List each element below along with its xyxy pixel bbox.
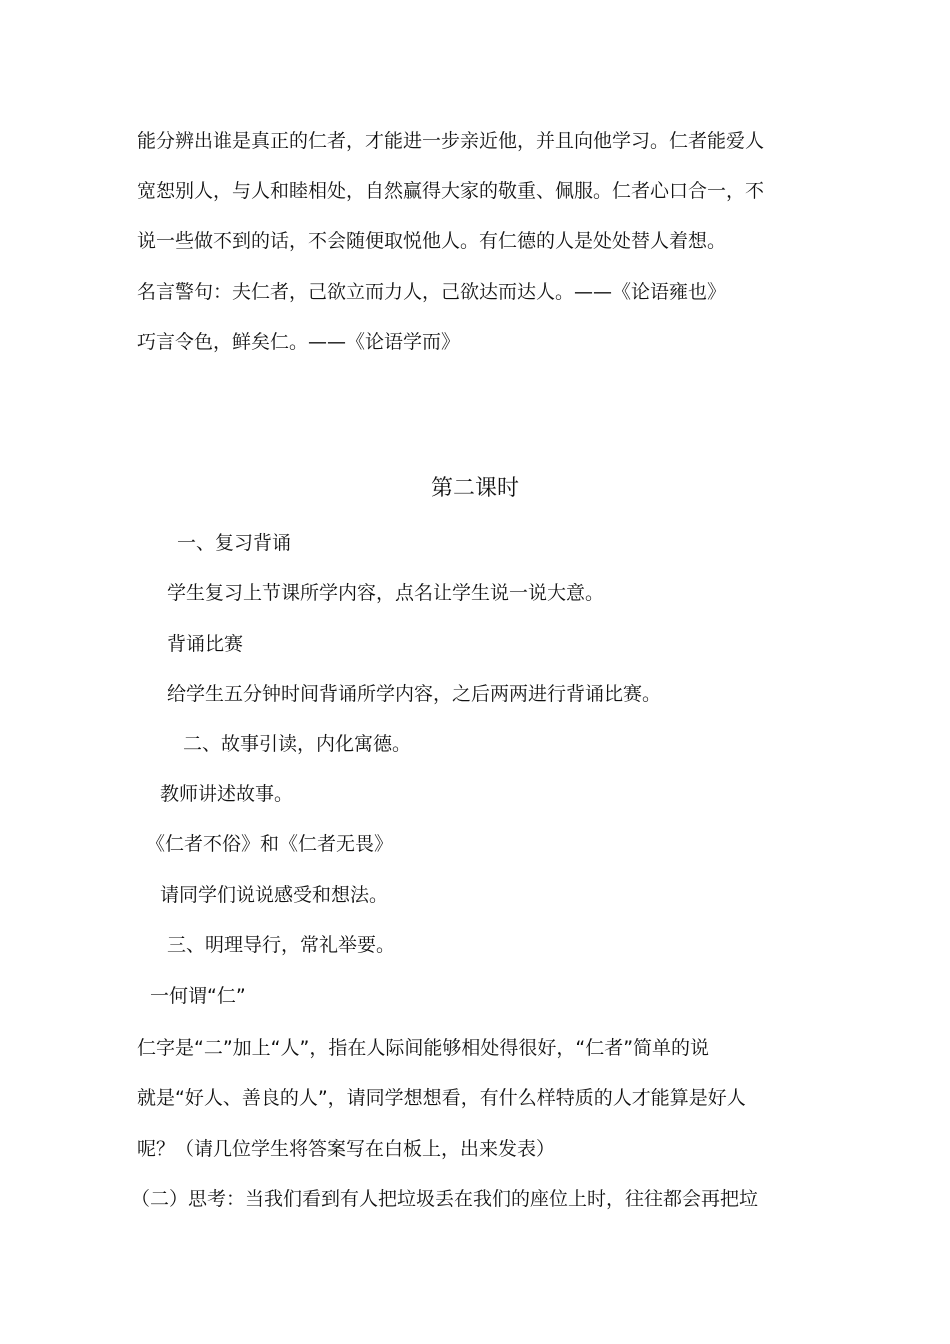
section-title: 第二课时 (430, 476, 519, 501)
paragraph-line: （二）思考：当我们看到有人把垃圾丢在我们的座位上时，往往都会再把垃 (131, 1188, 759, 1210)
quote-line: 名言警句：夫仁者，己欲立而力人，己欲达而达人。——《论语雍也》 (137, 281, 727, 303)
heading-review: 一、复习背诵 (177, 532, 292, 554)
paragraph-line: 说一些做不到的话，不会随便取悦他人。有仁德的人是处处替人着想。 (137, 230, 727, 252)
paragraph-line: 呢？（请几位学生将答案写在白板上，出来发表） (137, 1138, 556, 1160)
paragraph-line: 就是“好人、善良的人”，请同学想想看，有什么样特质的人才能算是好人 (137, 1087, 746, 1109)
heading-etiquette: 三、明理导行，常礼举要。 (167, 934, 396, 956)
heading-story: 二、故事引读，内化寓德。 (183, 733, 412, 755)
paragraph-line: 学生复习上节课所学内容，点名让学生说一说大意。 (167, 582, 605, 604)
story-titles: 《仁者不俗》和《仁者无畏》 (146, 833, 394, 855)
paragraph-line: 请同学们说说感受和想法。 (160, 884, 389, 906)
subheading-competition: 背诵比赛 (167, 633, 244, 655)
paragraph-line: 宽恕别人，与人和睦相处，自然赢得大家的敬重、佩服。仁者心口合一，不 (137, 180, 765, 202)
paragraph-line: 仁字是“二”加上“人”，指在人际间能够相处得很好，“仁者”简单的说 (137, 1037, 710, 1059)
subheading-ren: 一何谓“仁” (150, 985, 246, 1007)
paragraph-line: 能分辨出谁是真正的仁者，才能进一步亲近他，并且向他学习。仁者能爱人 (137, 130, 765, 152)
paragraph-line: 教师讲述故事。 (160, 783, 294, 805)
quote-line: 巧言令色，鲜矣仁。——《论语学而》 (137, 331, 461, 353)
paragraph-line: 给学生五分钟时间背诵所学内容，之后两两进行背诵比赛。 (167, 683, 662, 705)
